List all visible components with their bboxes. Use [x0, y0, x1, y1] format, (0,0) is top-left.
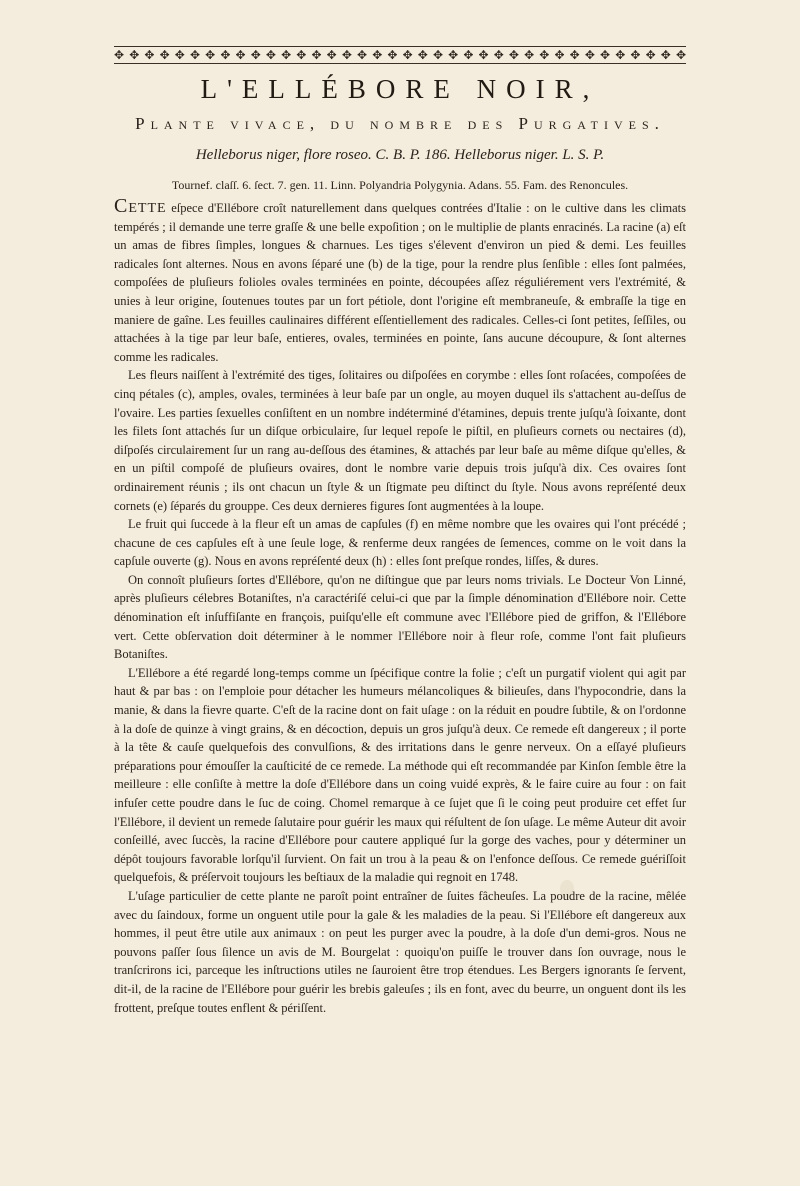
ornament-glyph: ✥ — [341, 48, 352, 62]
paragraph-description — [114, 197, 686, 366]
ornament-glyph: ✥ — [524, 48, 535, 62]
ornament-glyph: ✥ — [144, 48, 155, 62]
ornament-glyph: ✥ — [508, 48, 519, 62]
ornament-glyph: ✥ — [493, 48, 504, 62]
paragraph-varieties: On connoît pluſieurs ſortes d'Ellébore, qu'on ne diſtingue que par leurs noms trivials. Le Docteur Von Linné, après pluſieurs célebres Botaniſtes, n'a caractériſé celui-ci que par la ſimple dénomination d'Ellébore noir. Cette dénomination eſt inſuffiſante en françois, puiſqu'elle eſt commune avec l'Ellébore pied de griffon, & l'Ellébore vert. Cette obſervation doit déterminer à le nommer l'Ellébore noir à fleur roſe, comme l'ont fait pluſieurs Botaniſtes. — [114, 572, 686, 662]
ornament-glyph: ✥ — [326, 48, 337, 62]
ornament-glyph: ✥ — [569, 48, 580, 62]
body-text — [114, 197, 686, 1017]
ornament-glyph: ✥ — [417, 48, 428, 62]
ornament-glyph: ✥ — [189, 48, 200, 62]
ornament-glyph: ✥ — [615, 48, 626, 62]
ornament-glyph: ✥ — [159, 48, 170, 62]
ornament-glyph: ✥ — [675, 48, 686, 62]
ornament-glyph: ✥ — [387, 48, 398, 62]
paragraph-text: eſpece d'Ellébore croît naturellement dans quelques contrées d'Italie : on le cultive dans les climats tempérés ; il demande une terre graſſe & une belle expoſition ; on le multiplie de plants enracinés. La racine (a) eſt un amas de fibres ſimples, longues & charnues. Les tiges s'élevent d'environ un pied & demi. Les feuilles radicales ſont alternes. Nous en avons ſéparé une (b) de la tige, pour la rendre plus ſenſible : elles ſont palmées, compoſées de pluſieurs folioles ovales terminées en pointe, découpées aſſez réguliérement vers l'extrémité, & unies à leur origine, ſoutenues toutes par un fort pétiole, dont l'origine eſt membraneuſe, & embraſſe la tige en maniere de gaîne. Les feuilles caulinaires différent eſſentiellement des radicales. Celles-ci ſont petites, ſeſſiles, ou attachées à la tige par leur baſe, entieres, ovales, terminées en pointe, ſans aucune découpure, & ſont alternes comme les radicales. — [114, 201, 687, 364]
ornament-glyph: ✥ — [539, 48, 550, 62]
page-subtitle: Plante vivace, du nombre des Purgatives. — [135, 114, 665, 133]
paragraph-veterinary-use: L'uſage particulier de cette plante ne paroît point entraîner de ſuites fâcheuſes. La poudre de la racine, mêlée avec du ſaindoux, forme un onguent utile pour la gale & les maladies de la peau. Si l'Ellébore eſt dangereux aux hommes, il peut être utile aux animaux : on peut les purger avec la poudre, à la doſe d'un demi-gros. Nous ne pouvons paſſer ſous ſilence un avis de M. Bourgelat : quoiqu'on puiſſe le trouver dans ſon ouvrage, nous le tranſcrirons ici, parceque les inſtructions utiles ne ſauroient être trop étendues. Les Bergers ignorants ſe ſervent, dit-il, de la racine de l'Ellébore pour guérir les brebis galeuſes ; ils en font, avec du beurre, un onguent dont ils les frottent, preſque toutes enflent & périſſent. — [114, 888, 686, 1015]
ornament-glyph: ✥ — [265, 48, 276, 62]
dropcap-word: Cette — [114, 195, 167, 217]
paragraph-flowers: Les fleurs naiſſent à l'extrémité des tiges, ſolitaires ou diſpoſées en corymbe : elles ſont roſacées, compoſées de cinq pétales (c), amples, ovales, terminées à leur baſe par un ongle, au moyen duquel ils s'attachent au-deſſus de l'ovaire. Les parties ſexuelles conſiſtent en un nombre indéterminé d'étamines, depuis trente juſqu'à ſoixante, dont les filets ſont attachés ſur un diſque orbiculaire, ſur lequel repoſe le piſtil, en pluſieurs cornets ou nectaires (d), diſpoſés circulairement ſur un rang au-deſſous des étamines, & attachés par leur baſe au même diſque qu'elles, & en un piſtil compoſé de pluſieurs ovaires, dont le nombre varie depuis trois juſqu'à dix. Ces ovaires ſont ordinairement réunis ; ils ont chacun un ſtyle & un ſtigmate peu diſtinct du ſtyle. Nous avons repréſenté deux cornets (e) ſéparés du grouppe. Ces deux dernieres figures ſont augmentées à la loupe. — [114, 368, 686, 513]
paragraph-fruit: Le fruit qui ſuccede à la fleur eſt un amas de capſules (f) en même nombre que les ovaires qui l'ont précédé ; chacune de ces capſules eſt à une ſeule loge, & renferme deux rangées de ſemences, comme on le voit dans la capſule ouverte (g). Nous en avons repréſenté deux (h) : elles ſont preſque rondes, liſſes, & dures. — [114, 517, 686, 569]
ornament-glyph: ✥ — [432, 48, 443, 62]
ornament-glyph: ✥ — [584, 48, 595, 62]
ornament-glyph: ✥ — [235, 48, 246, 62]
ornament-glyph: ✥ — [114, 48, 125, 62]
paragraph-medical-use: L'Ellébore a été regardé long-temps comme un ſpécifique contre la folie ; c'eſt un purgatif violent qui agit par haut & par bas : on l'emploie pour détacher les humeurs mélancoliques & bilieuſes, dans l'hypocondrie, dans la manie, & dans la fievre quarte. C'eſt de la racine dont on fait uſage : on la réduit en poudre ſubtile, & on l'ordonne à la doſe de quinze à vingt grains, & en décoction, depuis un gros juſqu'à deux. Ce remede eſt dangereux ; il porte à la tête & cauſe quelquefois des convulſions, & des irritations dans le genre nerveux. On a eſſayé pluſieurs préparations pour émouſſer la cauſticité de ce remede. La méthode qui eſt recommandée par Kinſon ſemble être la meilleure : elle conſiſte à mettre la doſe d'Ellébore dans un coing vuidé exprès, & le faire cuire au four : on fait infuſer cette poudre dans le ſuc de coing. Chomel remarque à ce ſujet que ſi le coing peut produire cet effet ſur l'Ellébore, il devient un remede ſalutaire pour guérir les maux qui réſultent de ſon uſage. Le même Auteur dit avoir conſeillé, avec ſuccès, la racine d'Ellébore pour cautere appliqué ſur la gorge des vaches, pour y déterminer un dépôt toujours favorable lorſqu'il ſurvient. On fait un trou à la peau & on l'enfonce deſſous. Ce remede guériſſoit quelquefois, & préſervoit toujours les beſtiaux de la maladie qui regnoit en 1748. — [114, 665, 686, 885]
ornament-glyph: ✥ — [174, 48, 185, 62]
ornament-glyph: ✥ — [402, 48, 413, 62]
page-title: L'ELLÉBORE NOIR, — [200, 74, 600, 104]
ornament-glyph: ✥ — [311, 48, 322, 62]
classification-line: Tournef. claſſ. 6. ſect. 7. gen. 11. Linn. Polyandria Polygynia. Adans. 55. Fam. des Renoncules. — [171, 178, 629, 192]
ornament-glyph: ✥ — [448, 48, 459, 62]
ornament-glyph: ✥ — [478, 48, 489, 62]
ornament-glyph: ✥ — [554, 48, 565, 62]
ornament-glyph: ✥ — [250, 48, 261, 62]
ornament-glyph: ✥ — [281, 48, 292, 62]
ornament-glyph: ✥ — [220, 48, 231, 62]
ornament-glyph: ✥ — [357, 48, 368, 62]
ornament-glyph: ✥ — [205, 48, 216, 62]
ornament-glyph: ✥ — [660, 48, 671, 62]
ornament-glyph: ✥ — [296, 48, 307, 62]
ornament-glyph: ✥ — [630, 48, 641, 62]
ornament-glyph: ✥ — [463, 48, 474, 62]
ornament-glyph: ✥ — [372, 48, 383, 62]
ornament-glyph: ✥ — [129, 48, 140, 62]
ornament-glyph: ✥ — [645, 48, 656, 62]
botanical-synonyms: Helleborus niger, flore roseo. C. B. P. 186. Helleborus niger. L. S. P. — [195, 147, 605, 163]
ornamental-border — [114, 46, 686, 64]
ornament-glyph: ✥ — [600, 48, 611, 62]
